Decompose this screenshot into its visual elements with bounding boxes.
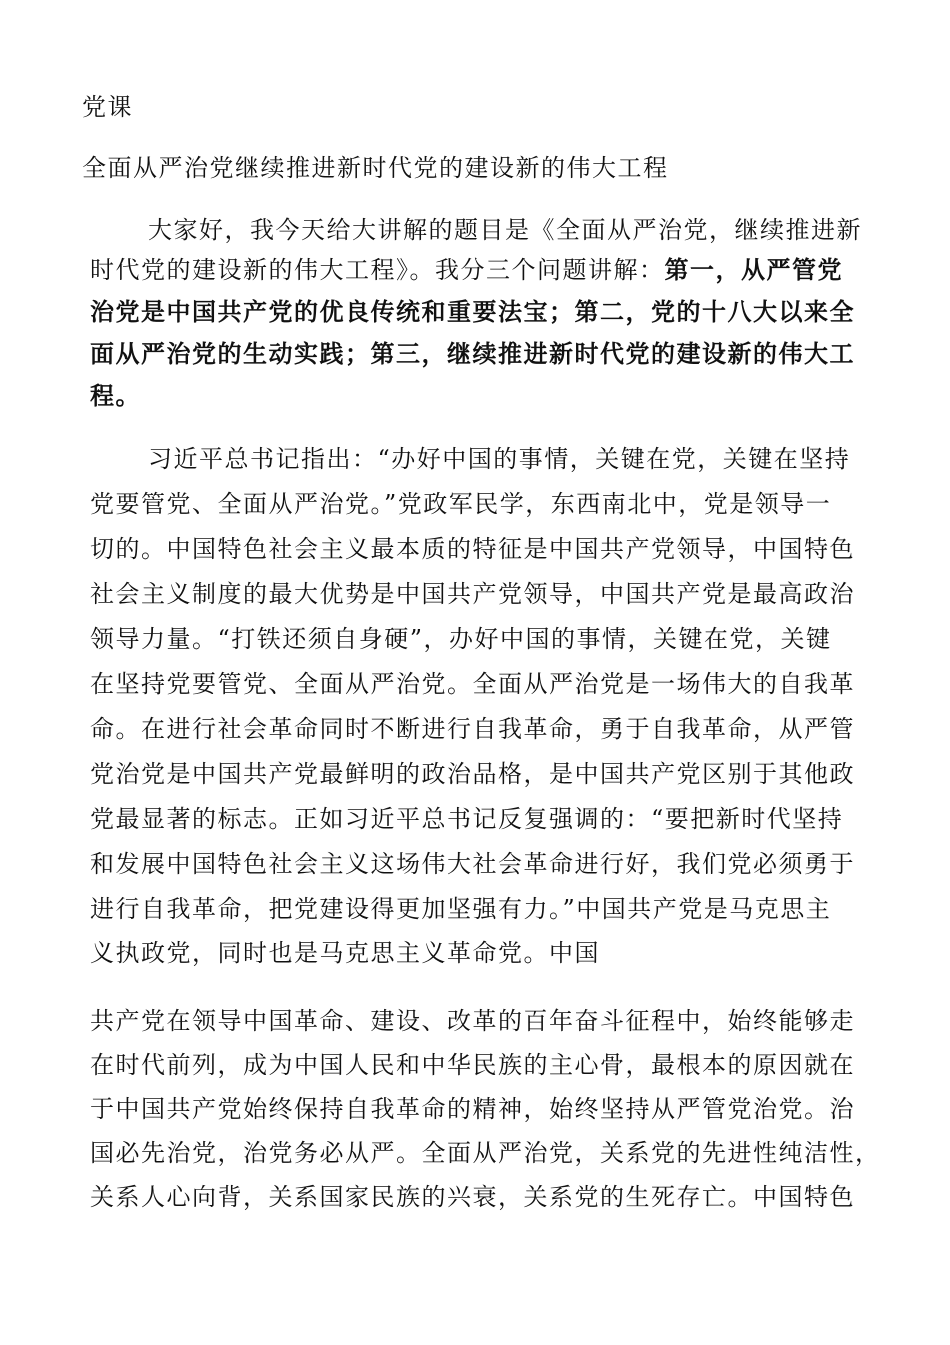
text-line bbox=[90, 252, 843, 288]
text-line: 在坚持党要管党、全面从严治党。全面从严治党是一场伟大的自我革 bbox=[90, 670, 855, 698]
text-line: 国必先治党，治党务必从严。全面从严治党，关系党的先进性纯洁性， bbox=[90, 1139, 881, 1167]
text-run-bold: 第一，从严管党 bbox=[664, 255, 843, 284]
text-line: 切的。中国特色社会主义最本质的特征是中国共产党领导，中国特色 bbox=[90, 535, 855, 563]
text-line: 习近平总书记指出：“办好中国的事情，关键在党，关键在坚持 bbox=[148, 445, 851, 473]
text-run: 时代党的建设新的伟大工程》。我分三个问题讲解： bbox=[90, 256, 665, 284]
text-line: 和发展中国特色社会主义这场伟大社会革命进行好，我们党必须勇于 bbox=[90, 850, 855, 878]
text-line: 共产党在领导中国革命、建设、改革的百年奋斗征程中，始终能够走 bbox=[90, 1007, 855, 1035]
text-line-bold: 面从严治党的生动实践；第三，继续推进新时代党的建设新的伟大工 bbox=[90, 339, 855, 368]
text-line-bold: 程。 bbox=[90, 381, 141, 410]
text-line: 领导力量。“打铁还须自身硬”，办好中国的事情，关键在党，关键 bbox=[90, 625, 832, 653]
text-line: 党治党是中国共产党最鲜明的政治品格，是中国共产党区别于其他政 bbox=[90, 760, 855, 788]
text-line: 进行自我革命，把党建设得更加坚强有力。”中国共产党是马克思主 bbox=[90, 895, 832, 923]
text-line-bold: 治党是中国共产党的优良传统和重要法宝；第二，党的十八大以来全 bbox=[90, 297, 855, 326]
text-line: 命。在进行社会革命同时不断进行自我革命，勇于自我革命，从严管 bbox=[90, 715, 855, 743]
doc-title: 全面从严治党继续推进新时代党的建设新的伟大工程 bbox=[82, 154, 669, 182]
text-line: 大家好，我今天给大讲解的题目是《全面从严治党，继续推进新 bbox=[148, 216, 862, 244]
text-line: 于中国共产党始终保持自我革命的精神，始终坚持从严管党治党。治 bbox=[90, 1095, 855, 1123]
text-line: 关系人心向背，关系国家民族的兴衰，关系党的生死存亡。中国特色 bbox=[90, 1183, 855, 1211]
text-line: 党要管党、全面从严治党。”党政军民学，东西南北中，党是领导一 bbox=[90, 490, 832, 518]
text-line: 党最显著的标志。正如习近平总书记反复强调的：“要把新时代坚持 bbox=[90, 805, 844, 833]
text-line: 社会主义制度的最大优势是中国共产党领导，中国共产党是最高政治 bbox=[90, 580, 855, 608]
doc-label: 党课 bbox=[82, 93, 133, 121]
text-line: 义执政党，同时也是马克思主义革命党。中国 bbox=[90, 939, 600, 967]
text-line: 在时代前列，成为中国人民和中华民族的主心骨，最根本的原因就在 bbox=[90, 1051, 855, 1079]
